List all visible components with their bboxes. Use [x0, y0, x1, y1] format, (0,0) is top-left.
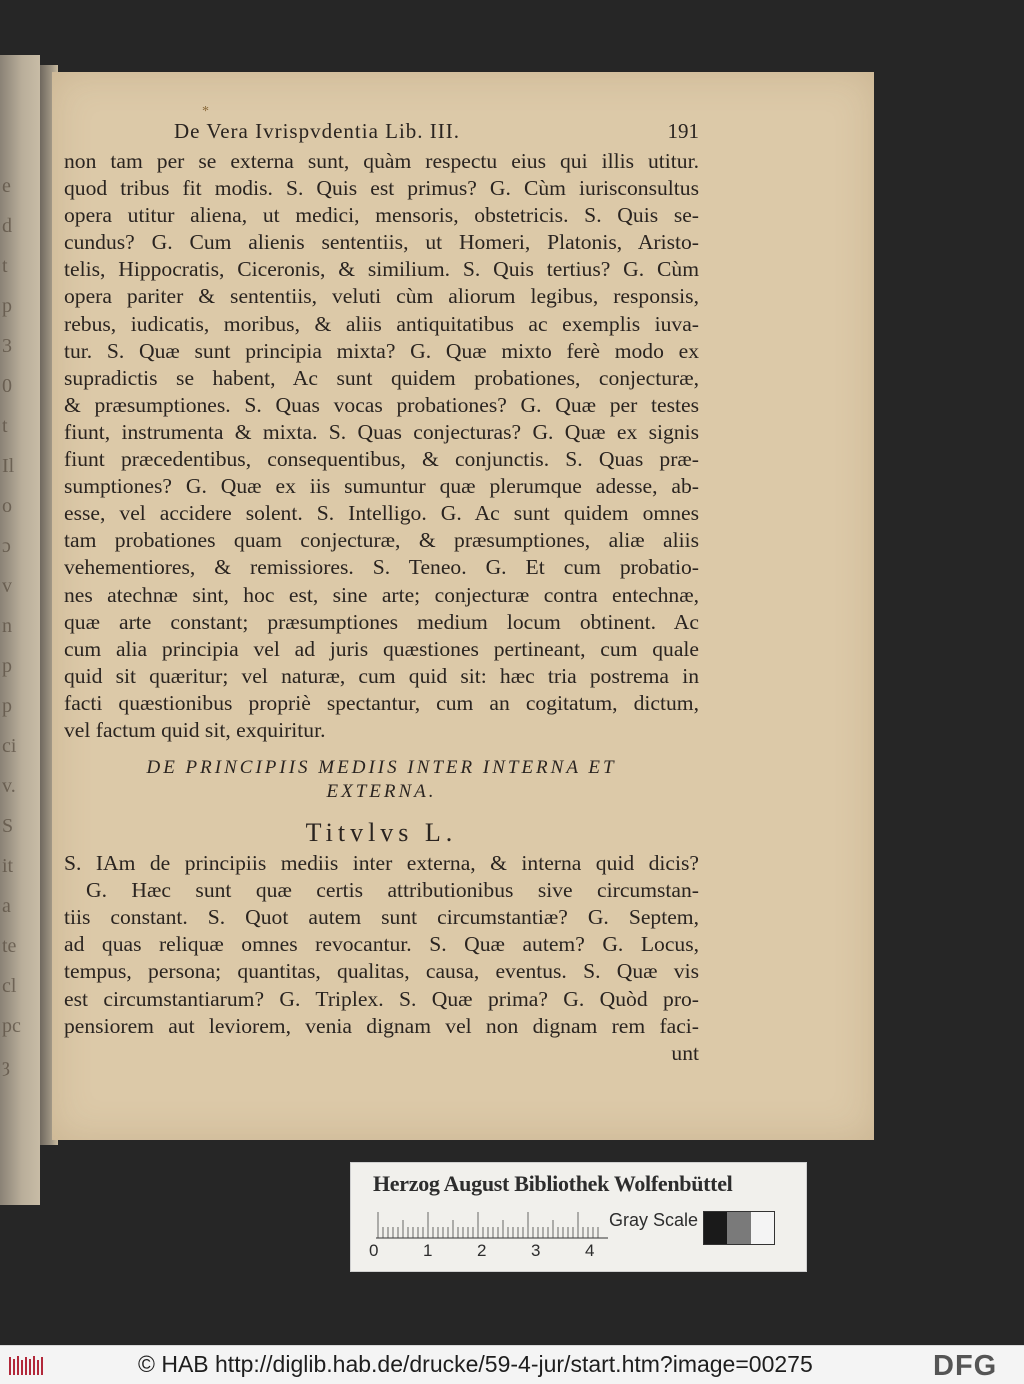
- text-line: supradictis se habent, Ac sunt quidem probationes, conjecturæ,: [64, 365, 699, 390]
- text-line: & præsumptiones. S. Quas vocas probationes? G. Quæ per testes: [64, 392, 699, 417]
- running-header: [64, 118, 699, 148]
- body-lines-2: [64, 850, 699, 1040]
- hab-logo-icon: [8, 1354, 48, 1378]
- printer-star-mark: *: [202, 104, 209, 119]
- gray-patch: [751, 1212, 774, 1244]
- book-page: [52, 72, 874, 1140]
- ruler-scale: [376, 1211, 608, 1239]
- ruler-label: 2: [477, 1241, 487, 1260]
- left-page-letter: pc: [2, 1015, 21, 1037]
- left-page-letter: Il: [2, 455, 15, 477]
- section-heading-line: DE PRINCIPIIS MEDIIS INTER INTERNA ET: [146, 757, 617, 779]
- catchword: unt: [671, 1040, 699, 1065]
- left-page-letter: v.: [2, 775, 16, 797]
- left-page-letter: p: [2, 695, 12, 717]
- text-line: tiis constant. S. Quot autem sunt circumstantiæ? G. Septem,: [64, 905, 699, 930]
- text-line: tempus, persona; quantitas, qualitas, causa, eventus. S. Quæ vis: [64, 959, 699, 984]
- left-page-letter: te: [2, 935, 17, 957]
- left-page-edge: [0, 55, 40, 1205]
- text-line: quæ arte constant; præsumptiones medium locum obtinent. Ac: [64, 609, 699, 634]
- footer-bar: [0, 1345, 1024, 1384]
- left-page-letter: 0: [2, 375, 12, 397]
- left-page-letter: ɔ: [2, 535, 11, 557]
- page-text: [64, 118, 699, 1067]
- header-title: De Vera Ivrispvdentia Lib. III.: [174, 119, 461, 143]
- left-page-letter: v: [2, 575, 12, 597]
- text-line: cundus? G. Cum alienis sententiis, ut Homeri, Platonis, Aristo-: [64, 230, 699, 255]
- gray-patch: [704, 1212, 727, 1244]
- text-line: fiunt præcedentibus, consequentibus, & conjunctis. S. Quas præ-: [64, 447, 699, 472]
- text-line: nes atechnæ sint, hoc est, sine arte; conjecturæ contra entechnæ,: [64, 582, 699, 607]
- titulus-heading: Titvlvs L.: [305, 818, 458, 848]
- left-page-letter: p: [2, 295, 12, 317]
- text-line: rebus, iudicatis, moribus, & aliis antiquitatibus ac exemplis iuva-: [64, 311, 699, 336]
- left-page-letter: t: [2, 255, 8, 277]
- left-page-letter: S: [2, 815, 14, 837]
- left-page-letter: ȝ: [2, 1055, 10, 1077]
- text-line: ad quas reliquæ omnes revocantur. S. Quæ autem? G. Locus,: [64, 932, 699, 957]
- left-page-letter: n: [2, 615, 12, 637]
- page-number: 191: [667, 119, 699, 143]
- text-line: pensiorem aut leviorem, venia dignam vel non dignam rem faci-: [64, 1013, 699, 1038]
- text-line: facti quæstionibus propriè spectantur, cum an cogitatum, dictum,: [64, 690, 699, 715]
- text-line: opera utitur aliena, ut medici, mensoris, obstetricis. S. Quis se-: [64, 203, 699, 228]
- ruler-labels: [369, 1241, 609, 1265]
- ruler-label: 3: [531, 1241, 541, 1260]
- footer-url[interactable]: © HAB http://diglib.hab.de/drucke/59-4-jur/start.htm?image=00275: [138, 1351, 813, 1377]
- gray-scale-label: Gray Scale: [609, 1210, 699, 1230]
- text-line: S. IAm de principiis mediis inter externa, & interna quid dicis?: [64, 851, 699, 876]
- left-page-letter: o: [2, 495, 12, 517]
- text-line: sumptiones? G. Quæ ex iis sumuntur quæ plerumque adesse, ab-: [64, 474, 699, 499]
- gray-patch: [727, 1212, 750, 1244]
- left-page-letter: cl: [2, 975, 17, 997]
- text-line: opera pariter & sententiis, veluti cùm aliorum legibus, responsis,: [64, 284, 699, 309]
- text-line: vel factum quid sit, exquiritur.: [64, 717, 326, 742]
- text-line: fiunt, instrumenta & mixta. S. Quas conjecturas? G. Quæ ex signis: [64, 419, 699, 444]
- dfg-logo: DFG: [933, 1350, 998, 1382]
- card-title: Herzog August Bibliothek Wolfenbüttel: [373, 1171, 733, 1196]
- text-line: telis, Hippocratis, Ciceronis, & similium. S. Quis tertius? G. Cùm: [64, 257, 699, 282]
- text-line: tur. S. Quæ sunt principia mixta? G. Quæ mixto ferè modo ex: [64, 338, 699, 363]
- color-reference-card: [350, 1162, 807, 1272]
- body-lines: [64, 148, 699, 744]
- section-heading-line: EXTERNA.: [326, 781, 437, 803]
- left-page-letter: d: [2, 215, 12, 237]
- text-line: non tam per se externa sunt, quàm respectu eius qui illis utitur.: [64, 149, 699, 173]
- text-line: tam probationes quam conjecturæ, & præsumptiones, aliæ aliis: [64, 528, 699, 553]
- text-line: quid sit quæritur; vel naturæ, cum quid sit: hæc tria postrema in: [64, 663, 699, 688]
- text-line: quod tribus fit modis. S. Quis est primus? G. Cùm iurisconsultus: [64, 176, 699, 201]
- text-line: est circumstantiarum? G. Triplex. S. Quæ prima? G. Quòd pro-: [64, 986, 699, 1011]
- gray-scale-patches: [703, 1211, 775, 1245]
- text-line: cum alia principia vel ad juris quæstiones pertineant, cum quale: [64, 636, 699, 661]
- section-heading: [64, 756, 699, 804]
- left-page-letter: it: [2, 855, 14, 877]
- text-line: esse, vel accidere solent. S. Intelligo. G. Ac sunt quidem omnes: [64, 501, 699, 526]
- ruler-label: 1: [423, 1241, 433, 1260]
- left-page-letter: ci: [2, 735, 17, 757]
- left-page-letter: e: [2, 175, 11, 197]
- left-page-letter: p: [2, 655, 12, 677]
- text-line: vehementiores, & remissiores. S. Teneo. G. Et cum probatio-: [64, 555, 699, 580]
- left-page-letter: 3: [2, 335, 12, 357]
- text-line: G. Hæc sunt quæ certis attributionibus sive circumstan-: [86, 878, 699, 903]
- left-page-letter: t: [2, 415, 8, 437]
- ruler-label: 4: [585, 1241, 595, 1260]
- left-page-letter: a: [2, 895, 11, 917]
- left-page-letters: [0, 55, 40, 1155]
- ruler-label: 0: [369, 1241, 379, 1260]
